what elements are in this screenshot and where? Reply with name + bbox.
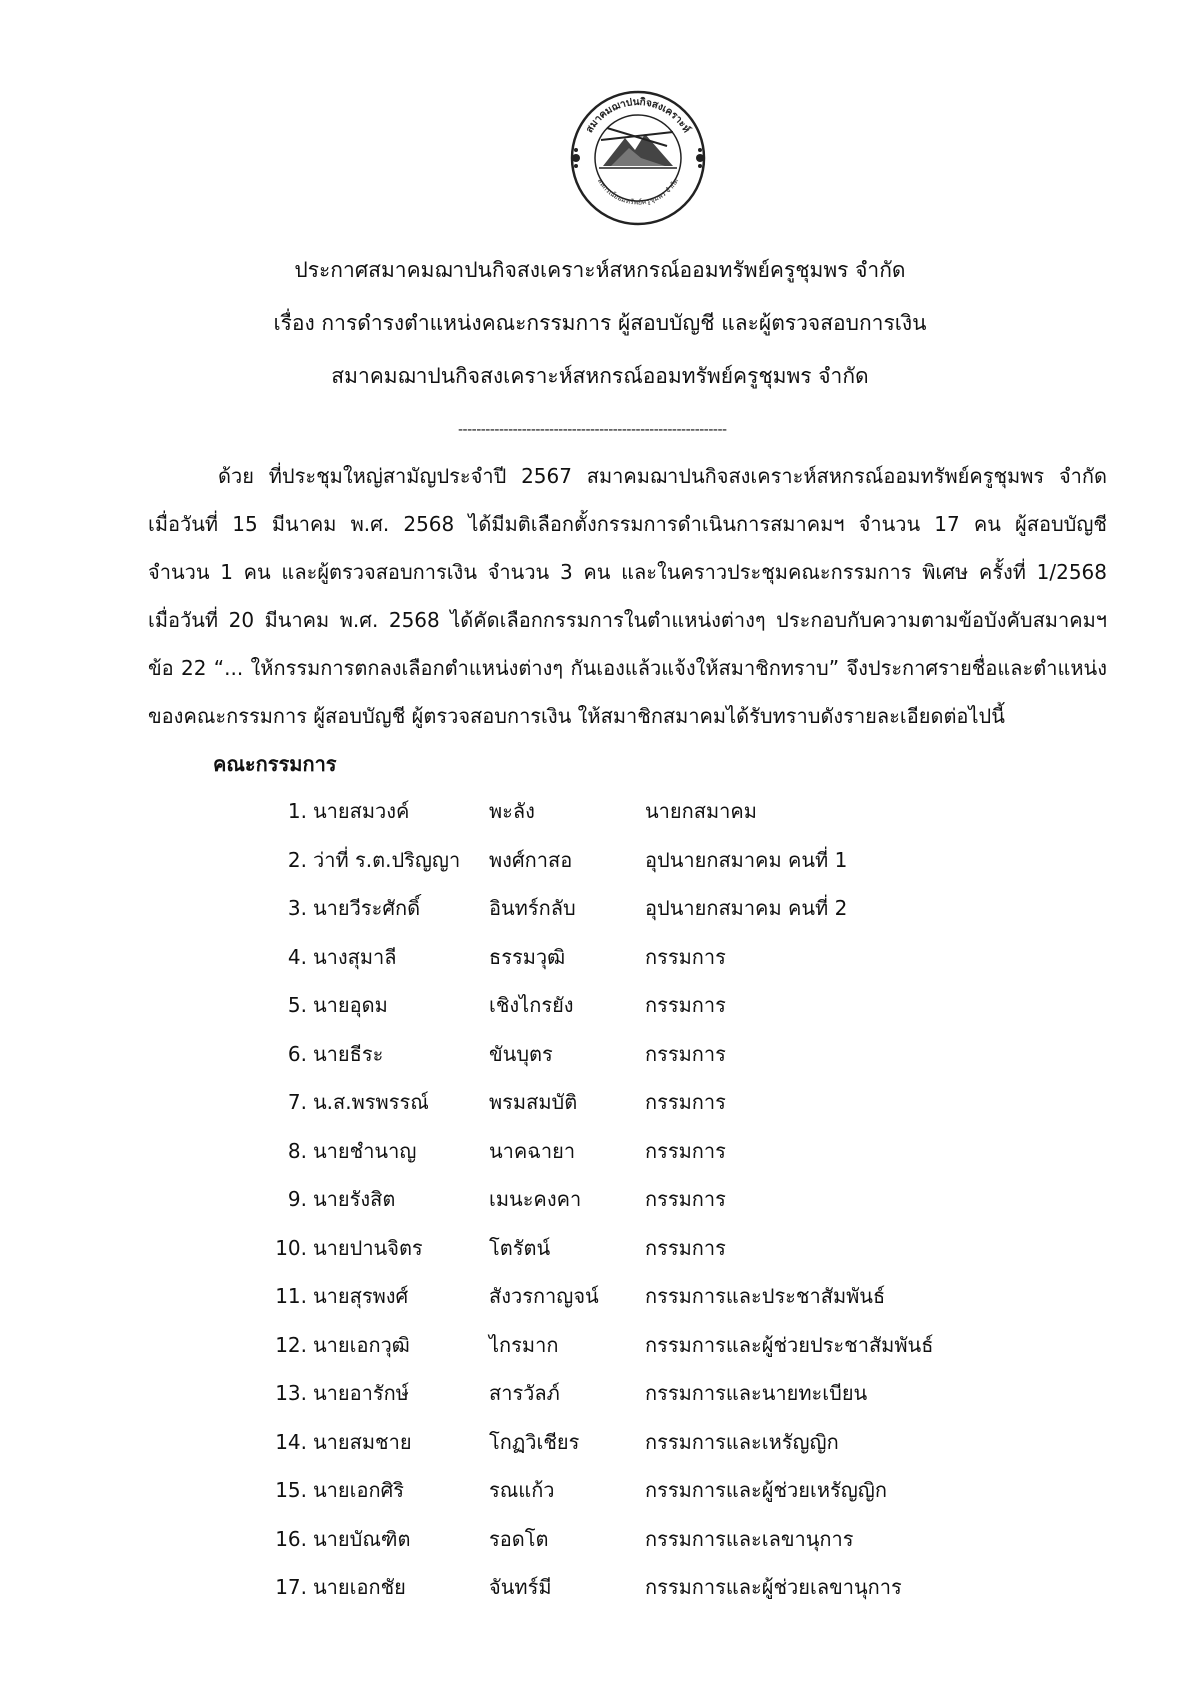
announcement-title: ประกาศสมาคมฌาปนกิจสงเคราะห์สหกรณ์ออมทรัพย์ครูชุมพร จำกัด — [294, 258, 906, 282]
paragraph-line: เมื่อวันที่ 20 มีนาคม พ.ศ. 2568 ได้คัดเลือกกรรมการในตำแหน่งต่างๆ ประกอบกับความตามข้อบังคับสมาคมฯ — [148, 608, 1107, 632]
committee-member-row — [0, 942, 1200, 972]
paragraph-line: ข้อ 22 “... ให้กรรมการตกลงเลือกตำแหน่งต่างๆ กันเองแล้วแจ้งให้สมาชิกทราบ” จึงประกาศรายชื่อและตำแหน่ง — [148, 656, 1107, 680]
member-last-name: เมนะคงคา — [489, 1187, 582, 1211]
member-number: 1. — [287, 799, 307, 823]
paragraph-line: ของคณะกรรมการ ผู้สอบบัญชี ผู้ตรวจสอบการเงิน ให้สมาชิกสมาคมได้รับทราบดังรายละเอียดต่อไปนี้ — [148, 704, 1005, 728]
member-first-name: ว่าที่ ร.ต.ปริญญา — [313, 848, 461, 872]
member-number: 14. — [275, 1430, 307, 1454]
member-number: 8. — [287, 1139, 307, 1163]
member-first-name: นายสมวงค์ — [313, 799, 410, 823]
committee-member-row — [0, 1572, 1200, 1602]
committee-member-row — [0, 1087, 1200, 1117]
member-number: 7. — [287, 1090, 307, 1114]
member-position: กรรมการและผู้ช่วยประชาสัมพันธ์ — [645, 1333, 934, 1357]
member-number: 11. — [275, 1284, 307, 1308]
member-last-name: โกฏวิเชียร — [489, 1430, 580, 1454]
member-first-name: นายสมชาย — [313, 1430, 412, 1454]
member-first-name: นายรังสิต — [313, 1187, 396, 1211]
member-last-name: นาคฉายา — [489, 1139, 576, 1163]
member-last-name: รอดโต — [489, 1527, 549, 1551]
member-last-name: สารวัลภ์ — [489, 1381, 560, 1405]
member-number: 16. — [275, 1527, 307, 1551]
member-first-name: นายเอกชัย — [313, 1575, 406, 1599]
member-position: กรรมการ — [645, 1042, 726, 1066]
member-last-name: สังวรกาญจน์ — [489, 1284, 599, 1308]
member-first-name: นายปานจิตร — [313, 1236, 423, 1260]
member-number: 12. — [275, 1333, 307, 1357]
member-position: กรรมการ — [645, 945, 726, 969]
member-position: กรรมการ — [645, 1139, 726, 1163]
member-number: 10. — [275, 1236, 307, 1260]
member-position: กรรมการ — [645, 1187, 726, 1211]
member-position: นายกสมาคม — [645, 799, 757, 823]
committee-member-row — [0, 1136, 1200, 1166]
member-last-name: เชิงไกรยัง — [489, 993, 574, 1017]
member-position: กรรมการ — [645, 1090, 726, 1114]
member-first-name: นายเอกวุฒิ — [313, 1333, 410, 1357]
member-first-name: นายเอกศิริ — [313, 1478, 405, 1502]
announcement-subject: เรื่อง การดำรงตำแหน่งคณะกรรมการ ผู้สอบบัญชี และผู้ตรวจสอบการเงิน — [273, 311, 927, 335]
member-number: 15. — [275, 1478, 307, 1502]
member-position: กรรมการและผู้ช่วยเหรัญญิก — [645, 1478, 887, 1502]
committee-member-row — [0, 1524, 1200, 1554]
committee-member-row — [0, 1184, 1200, 1214]
member-number: 17. — [275, 1575, 307, 1599]
member-position: กรรมการ — [645, 1236, 726, 1260]
member-last-name: จันทร์มี — [489, 1575, 552, 1599]
paragraph-line: ด้วย ที่ประชุมใหญ่สามัญประจำปี 2567 สมาคมฌาปนกิจสงเคราะห์สหกรณ์ออมทรัพย์ครูชุมพร จำกัด — [218, 464, 1107, 488]
member-last-name: ขันบุตร — [489, 1042, 553, 1066]
member-first-name: นายอุดม — [313, 993, 388, 1017]
committee-member-row — [0, 1378, 1200, 1408]
member-number: 4. — [287, 945, 307, 969]
member-position: กรรมการและเหรัญญิก — [645, 1430, 839, 1454]
committee-member-row — [0, 1039, 1200, 1069]
member-first-name: นางสุมาลี — [313, 945, 397, 969]
member-number: 9. — [287, 1187, 307, 1211]
committee-member-row — [0, 1475, 1200, 1505]
member-last-name: พงศ์กาสอ — [489, 848, 573, 872]
member-number: 5. — [287, 993, 307, 1017]
seal-ring-bottom-text: สหกรณ์ออมทรัพย์ครูชุมพร จำกัด — [595, 177, 681, 207]
committee-member-row — [0, 893, 1200, 923]
member-last-name: รณแก้ว — [489, 1478, 555, 1502]
committee-member-row — [0, 1233, 1200, 1263]
paragraph-line: เมื่อวันที่ 15 มีนาคม พ.ศ. 2568 ได้มีมติเลือกตั้งกรรมการดำเนินการสมาคมฯ จำนวน 17 คน ผู้สอบบัญชี — [148, 512, 1107, 536]
member-first-name: นายวีระศักดิ์ — [313, 896, 421, 920]
member-number: 3. — [287, 896, 307, 920]
committee-member-row — [0, 796, 1200, 826]
committee-member-row — [0, 1281, 1200, 1311]
member-first-name: นายอารักษ์ — [313, 1381, 409, 1405]
seal-ring-top-text: สมาคมฌาปนกิจสงเคราะห์ — [584, 96, 692, 135]
announcement-organization: สมาคมฌาปนกิจสงเคราะห์สหกรณ์ออมทรัพย์ครูชุมพร จำกัด — [331, 364, 869, 388]
member-number: 13. — [275, 1381, 307, 1405]
member-first-name: นายธีระ — [313, 1042, 384, 1066]
member-position: อุปนายกสมาคม คนที่ 1 — [645, 848, 848, 872]
member-position: กรรมการและประชาสัมพันธ์ — [645, 1284, 886, 1308]
member-first-name: น.ส.พรพรรณ์ — [313, 1090, 429, 1114]
committee-member-row — [0, 845, 1200, 875]
committee-member-row — [0, 1330, 1200, 1360]
member-first-name: นายชำนาญ — [313, 1139, 417, 1163]
paragraph-line: จำนวน 1 คน และผู้ตรวจสอบการเงิน จำนวน 3 คน และในคราวประชุมคณะกรรมการ พิเศษ ครั้งที่ 1/2568 — [148, 560, 1107, 584]
member-position: กรรมการและนายทะเบียน — [645, 1381, 868, 1405]
committee-heading: คณะกรรมการ — [213, 752, 337, 776]
member-last-name: อินทร์กลับ — [489, 896, 576, 920]
member-last-name: โตรัตน์ — [489, 1236, 551, 1260]
member-first-name: นายบัณฑิต — [313, 1527, 411, 1551]
member-position: กรรมการและผู้ช่วยเลขานุการ — [645, 1575, 902, 1599]
member-last-name: พรมสมบัติ — [489, 1090, 578, 1114]
member-last-name: ไกรมาก — [489, 1333, 559, 1357]
member-number: 2. — [287, 848, 307, 872]
committee-member-row — [0, 990, 1200, 1020]
title-separator: ----------------------------------------------------------- — [458, 422, 727, 438]
member-position: อุปนายกสมาคม คนที่ 2 — [645, 896, 848, 920]
member-position: กรรมการและเลขานุการ — [645, 1527, 854, 1551]
member-last-name: ธรรมวุฒิ — [489, 945, 566, 969]
member-position: กรรมการ — [645, 993, 726, 1017]
member-first-name: นายสุรพงศ์ — [313, 1284, 409, 1308]
committee-member-row — [0, 1427, 1200, 1457]
member-number: 6. — [287, 1042, 307, 1066]
member-last-name: พะลัง — [489, 799, 535, 823]
